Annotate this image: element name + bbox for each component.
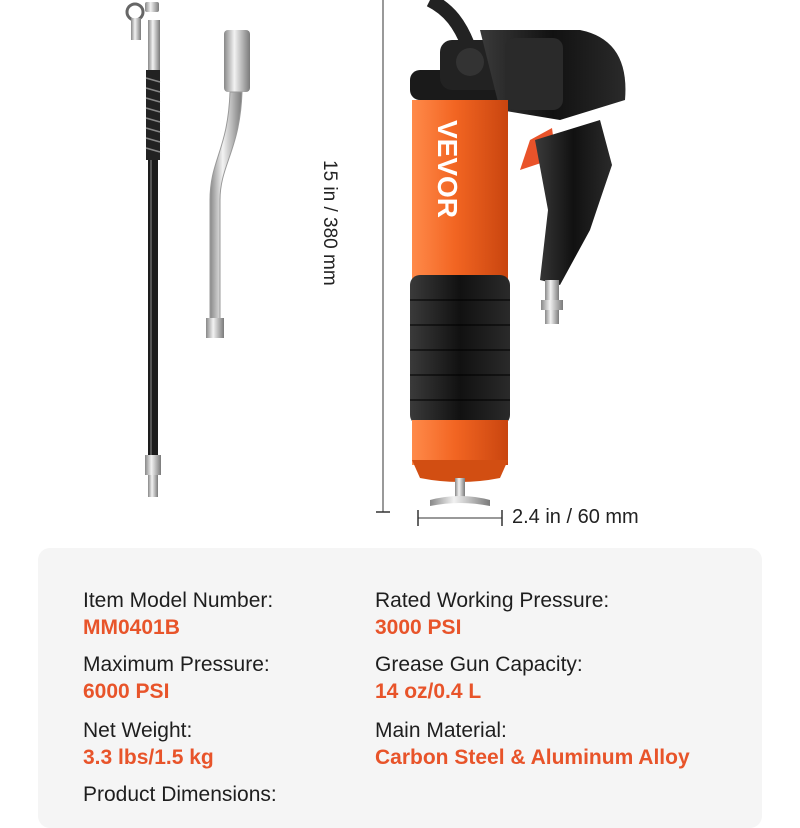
spec-item-maximum-pressure xyxy=(83,652,270,706)
spec-item-product-dimensions xyxy=(83,782,277,808)
spec-item-model-number xyxy=(83,588,273,642)
width-dimension-label: 2.4 in / 60 mm xyxy=(512,506,639,528)
spec-item-net-weight xyxy=(83,718,214,772)
height-dimension-label: 15 in / 380 mm xyxy=(319,160,340,286)
specifications-card xyxy=(38,548,762,828)
spec-value: 3.3 lbs/1.5 kg xyxy=(83,746,214,769)
spec-label: Rated Working Pressure: xyxy=(375,589,610,612)
spec-label: Main Material: xyxy=(375,719,507,742)
spec-label: Grease Gun Capacity: xyxy=(375,653,583,676)
spec-value: Carbon Steel & Aluminum Alloy xyxy=(375,746,690,769)
spec-item-capacity xyxy=(375,652,583,706)
spec-value: 6000 PSI xyxy=(83,680,170,703)
grease-gun xyxy=(410,0,625,506)
flexible-hose xyxy=(127,2,161,497)
height-dimension-line xyxy=(376,0,390,512)
spec-value: MM0401B xyxy=(83,616,180,639)
spec-item-rated-pressure xyxy=(375,588,609,642)
spec-label: Item Model Number: xyxy=(83,589,274,612)
spec-label: Product Dimensions: xyxy=(83,783,277,806)
spec-item-main-material xyxy=(375,718,690,772)
spec-value: 3000 PSI xyxy=(375,616,462,639)
width-dimension-line xyxy=(418,510,502,526)
spec-label: Net Weight: xyxy=(83,719,193,742)
brand-logo: VEVOR xyxy=(432,120,463,219)
rigid-extension-tube xyxy=(206,30,250,338)
spec-label: Maximum Pressure: xyxy=(83,653,270,676)
spec-value: 14 oz/0.4 L xyxy=(375,680,482,703)
